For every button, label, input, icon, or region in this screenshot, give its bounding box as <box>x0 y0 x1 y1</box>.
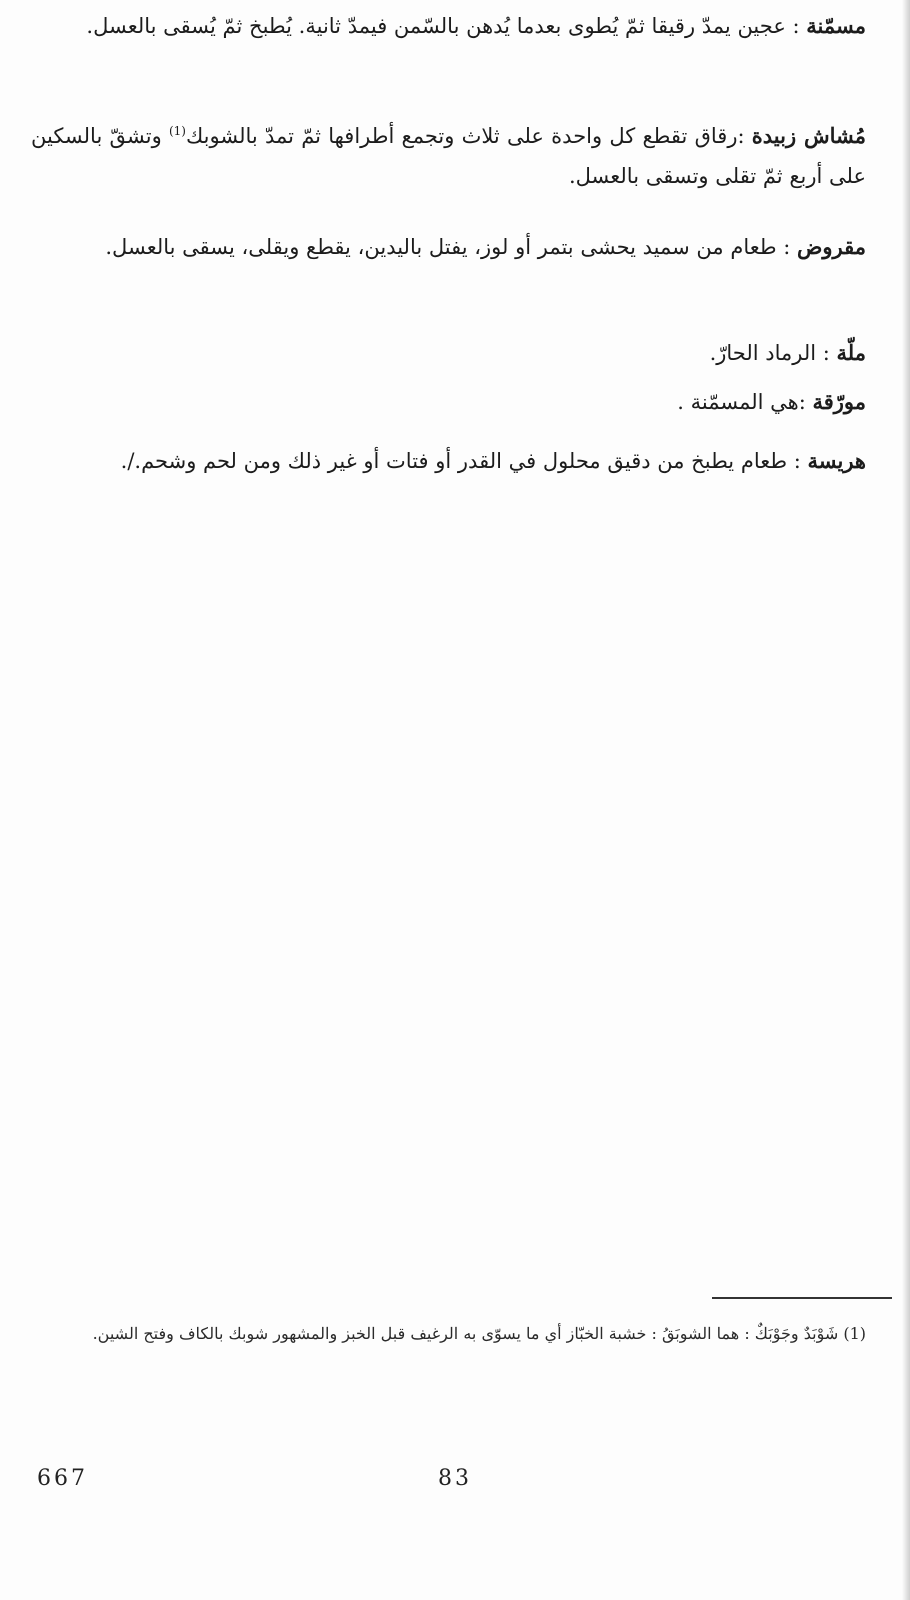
entry-definition: :رقاق تقطع كل واحدة على ثلاث وتجمع أطرافها ثمّ تمدّ بالشوبك <box>185 124 752 148</box>
footnote-divider <box>712 1297 892 1299</box>
entry-term: مسمّنة <box>806 13 866 38</box>
glossary-entry <box>31 227 866 267</box>
footnote: (1) شَوْبَدٌ وجَوْبَكٌ : هما الشوبَقُ : خشبة الخبّاز أي ما يسوّى به الرغيف قبل الخبز والمشهور شوبك بالكاف وفتح الشين. <box>92 1324 866 1343</box>
page-number-center: 83 <box>438 1466 472 1491</box>
entry-definition-continued: وتشقّ بالسكين على أربع ثمّ تقلى وتسقى بالعسل. <box>31 124 866 188</box>
glossary-entry <box>31 382 866 422</box>
entry-definition: : طعام يطبخ من دقيق محلول في القدر أو فتات أو غير ذلك ومن لحم وشحم./. <box>120 449 808 473</box>
entry-definition: :هي المسمّنة . <box>677 390 813 414</box>
glossary-entry <box>31 6 866 46</box>
entry-term: ملّة <box>836 340 866 365</box>
entry-term: مورّقة <box>812 389 866 414</box>
footnote-reference: (1) <box>168 124 186 138</box>
entry-definition: : الرماد الحارّ. <box>709 341 837 365</box>
entry-term: هريسة <box>807 448 866 473</box>
page-number-left: 667 <box>37 1466 88 1491</box>
glossary-entry <box>31 116 866 196</box>
entry-term: مُشاش زبيدة <box>751 123 866 148</box>
page-edge-shadow <box>902 0 910 1600</box>
entry-definition: : عجين يمدّ رقيقا ثمّ يُطوى بعدما يُدهن بالسّمن فيمدّ ثانية. يُطبخ ثمّ يُسقى بالعسل. <box>86 14 807 38</box>
glossary-entry <box>31 333 866 373</box>
entry-term: مقروض <box>797 234 866 259</box>
glossary-entry <box>31 441 866 481</box>
entry-definition: : طعام من سميد يحشى بتمر أو لوز، يفتل باليدين، يقطع ويقلى، يسقى بالعسل. <box>105 235 797 259</box>
